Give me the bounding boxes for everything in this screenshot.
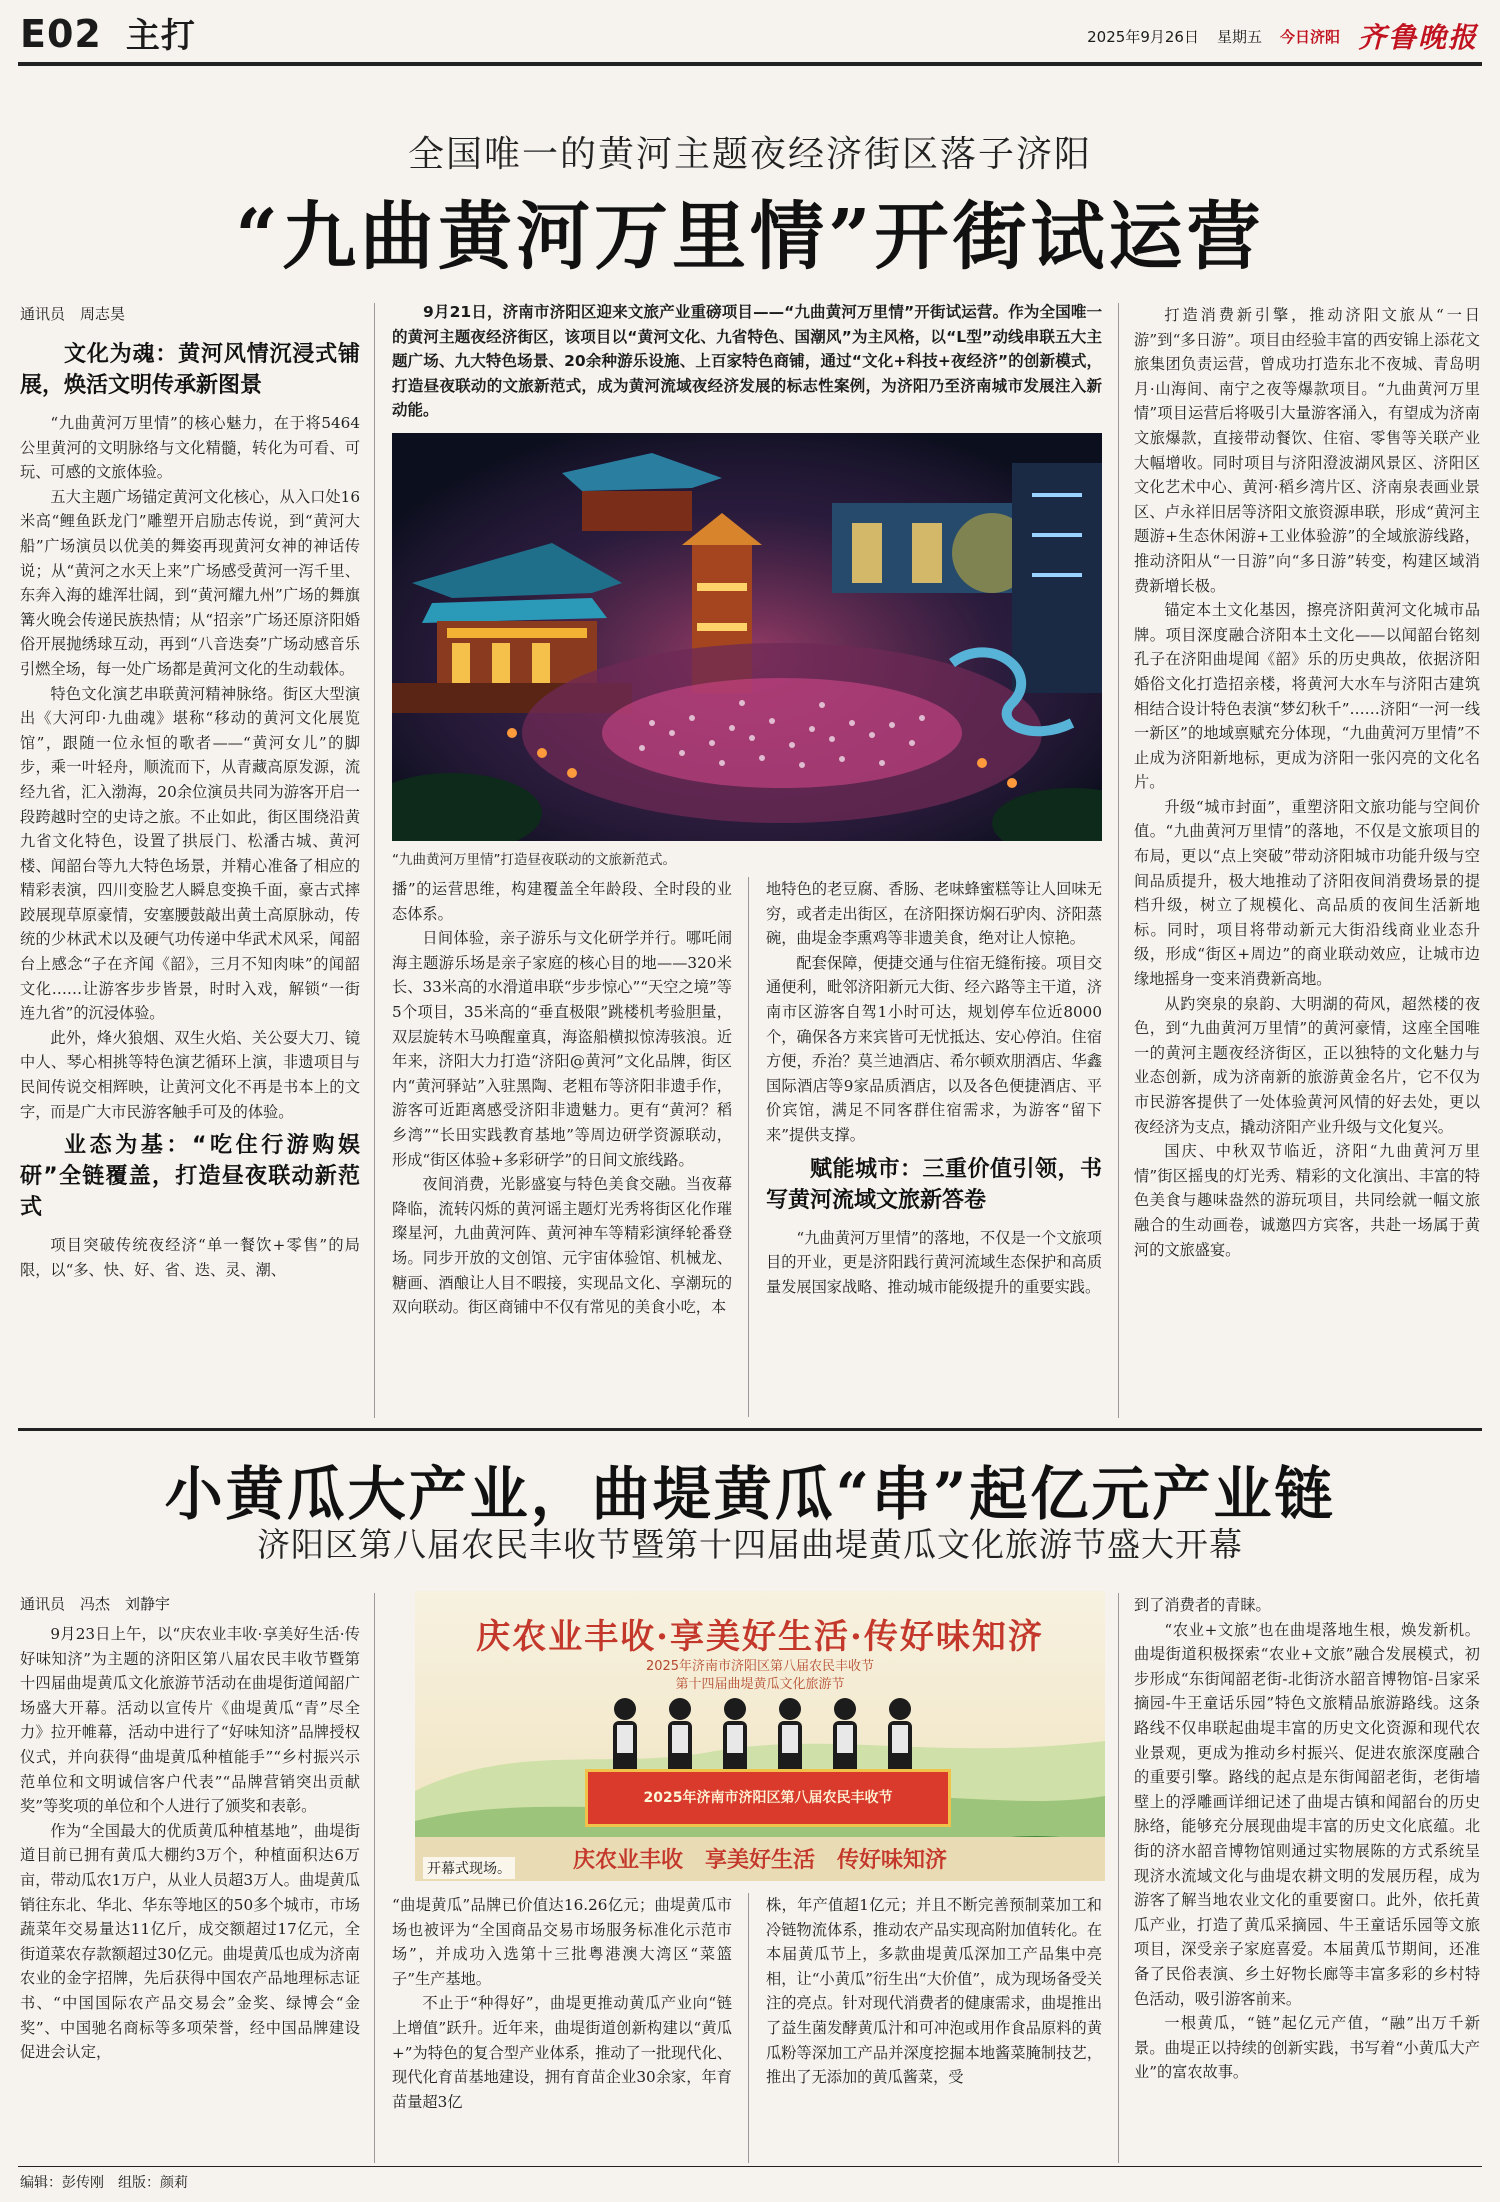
article2-kicker: 济阳区第八届农民丰收节暨第十四届曲堤黄瓜文化旅游节盛大开幕 <box>257 1525 1243 1564</box>
column-divider <box>1118 1593 1119 2163</box>
paragraph: “九曲黄河万里情”的落地，不仅是一个文旅项目的开业，更是济阳践行黄河流域生态保护和高质量发展国家战略、推动城市能级提升的重要实践。 <box>766 1228 1102 1296</box>
ceremony-banner-sub1: 2025年济南市济阳区第八届农民丰收节 <box>645 1659 875 1674</box>
paragraph: 从趵突泉的泉韵、大明湖的荷风，超然楼的夜色，到“九曲黄河万里情”的黄河豪情，这座全国唯一的黄河主题夜经济街区，正以独特的文化魅力与业态创新，成为济南新的旅游黄金名片，它不仅为市民游客提供了一处体验黄河风情的好去处，更以夜经济为支点，撬动济阳产业升级与文化复兴。 <box>1134 994 1480 1136</box>
article1-column-1 <box>20 333 360 1418</box>
issue-date: 2025年9月26日 <box>1087 27 1199 46</box>
article2-headline: 小黄瓜大产业，曲堤黄瓜“串”起亿元产业链 <box>164 1460 1336 1528</box>
column-divider <box>374 303 375 1418</box>
article1-headline: “九曲黄河万里情”开街试运营 <box>235 194 1265 280</box>
article2-byline: 通讯员 冯杰 刘静宇 <box>20 1595 171 1613</box>
paragraph: 作为“全国最大的优质黄瓜种植基地”，曲堤街道目前已拥有黄瓜大棚约3万个，种植面积达6万亩，带动瓜农1万户，从业人员超3万人。曲堤黄瓜销往东北、华北、华东等地区的50多个城市，市场蔬菜年交易量达11亿斤，成交额超过17亿元，全街道菜农存款额超过30亿元。曲堤黄瓜也成为济南农业的金字招牌，先后获得中国农产品地理标志证书、“中国国际农产品交易会”金奖、绿博会“金奖”、中国驰名商标等多项荣誉，经中国品牌建设促进会认定， <box>20 1821 360 2062</box>
ceremony-banner-sub2: 第十四届曲堤黄瓜文化旅游节 <box>675 1677 845 1692</box>
paragraph: 升级“城市封面”，重塑济阳文旅功能与空间价值。“九曲黄河万里情”的落地，不仅是文旅项目的布局，更以“点上突破”带动济阳城市功能升级与空间品质提升，极大地推动了济阳夜间消费场景的提档升级，树立了规模化、高品质的夜间生活新地标。同时，项目将带动新元大街沿线商业业态升级，形成“街区+周边”的商业联动效应，让城市边缘地摇身一变来消费新高地。 <box>1134 797 1480 989</box>
paragraph: 国庆、中秋双节临近，济阳“九曲黄河万里情”街区摇曳的灯光秀、精彩的文化演出、丰富的特色美食与趣味盎然的游玩项目，共同绘就一幅文旅融合的生动画卷，诚邀四方宾客，共赴一场属于黄河的文旅盛宴。 <box>1134 1142 1480 1259</box>
column-divider <box>374 1593 375 2163</box>
column-divider <box>748 1893 749 2163</box>
header-rule <box>18 62 1482 66</box>
page-header-right <box>1087 16 1478 56</box>
article1-lead: 9月21日，济南市济阳区迎来文旅产业重磅项目——“九曲黄河万里情”开街试运营。作为全国唯一的黄河主题夜经济街区，该项目以“黄河文化、九省特色、国潮风”为主风格，以“L型”动线串联五大主题广场、九大特色场景、20余种游乐设施、上百家特色商铺，通过“文化+科技+夜经济”的创新模式，打造昼夜联动的文旅新范式，成为黄河流域夜经济发展的标志性案例，为济阳乃至济南城市发展注入新动能。 <box>392 303 1102 419</box>
paragraph: 五大主题广场锚定黄河文化核心，从入口处16米高“鲤鱼跃龙门”雕塑开启励志传说，到“黄河大船”广场演员以优美的舞姿再现黄河女神的神话传说；从“黄河之水天上来”广场感受黄河一泻千里、东奔入海的雄浑壮阔，到“黄河耀九州”广场的舞旗篝火晚会传递民族热情；从“招亲”广场还原济阳婚俗开展抛绣球互动，再到“八音迭奏”广场动感音乐引燃全场，每一处广场都是黄河文化的生动载体。 <box>20 487 360 678</box>
paragraph: 株，年产值超1亿元；并且不断完善预制菜加工和冷链物流体系，推动农产品实现高附加值转化。在本届黄瓜节上，多款曲堤黄瓜深加工产品集中亮相，让“小黄瓜”衍生出“大价值”，成为现场备受关注的亮点。针对现代消费者的健康需求，曲堤推出了益生菌发酵黄瓜汁和可冲泡或用作食品原料的黄瓜粉等深加工产品并深度挖掘本地酱菜腌制技艺，推出了无添加的黄瓜酱菜，受 <box>766 1896 1102 2087</box>
paragraph: 项目突破传统夜经济“单一餐饮+零售”的局限，以“多、快、好、省、迭、灵、潮、 <box>20 1236 360 1279</box>
paragraph: “九曲黄河万里情”的核心魅力，在于将5464公里黄河的文明脉络与文化精髓，转化为可看、可玩、可感的文旅体验。 <box>20 414 360 482</box>
article-separator <box>18 1428 1482 1431</box>
page-footer-credits: 编辑：彭传刚 组版：颜莉 <box>20 2175 188 2191</box>
paragraph: 夜间消费，光影盛宴与特色美食交融。当夜幕降临，流转闪烁的黄河谣主题灯光秀将街区化作璀璨星河，九曲黄河阵、黄河神车等精彩演绎轮番登场。同步开放的文创馆、元宇宙体验馆、机械龙、糖画、酒酿让人目不暇接，实现品文化、享潮玩的双向联动。街区商铺中不仅有常见的美食小吃，本 <box>392 1175 732 1317</box>
paragraph: 特色文化演艺串联黄河精神脉络。街区大型演出《大河印·九曲魂》堪称“移动的黄河文化展览馆”，跟随一位永恒的歌者——“黄河女儿”的脚步，乘一叶轻舟，顺流而下，从青藏高原发源，流经九省，汇入渤海，20余位演员共同为游客开启一段跨越时空的史诗之旅。不止如此，街区围绕沿黄九省文化特色，设置了拱辰门、松潘古城、黄河楼、闻韶台等九大特色场景，并精心准备了相应的精彩表演，四川变脸艺人瞬息变换千面，豪古式摔跤展现草原豪情，安塞腰鼓敲出黄土高原脉动，传统的少林武术以及硬气功传递中华武术风采，闻韶台上感念“子在齐闻《韶》，三月不知肉味”的闻韶文化……让游客步步皆景，时时入戏，解锁“一街连九省”的沉浸体验。 <box>20 684 360 1023</box>
paragraph: 打造消费新引擎，推动济阳文旅从“一日游”到“多日游”。项目由经验丰富的西安锦上添花文旅集团负责运营，曾成功打造东北不夜城、青岛明月·山海间、南宁之夜等爆款项目。“九曲黄河万里情”项目运营后将吸引大量游客涌入，有望成为济南文旅爆款，直接带动餐饮、住宿、零售等关联产业大幅增收。同时项目与济阳澄波湖风景区、济阳区文化艺术中心、黄河·稻乡湾片区、济南泉表画业景区、卢永祥旧居等济阳文旅资源串联，形成“黄河主题游+生态休闲游+工业体验游”的全域旅游线路，推动济阳从“一日游”向“多日游”转变，构建区域消费新增长极。 <box>1134 306 1480 595</box>
article2-column-3 <box>766 1893 1102 2163</box>
paragraph: 9月23日上午，以“庆农业丰收·享美好生活·传好味知济”为主题的济阳区第八届农民丰收节暨第十四届曲堤黄瓜文化旅游节活动在曲堤街道闻韶广场盛大开幕。活动以宣传片《曲堤黄瓜“青”尽全力》拉开帷幕，活动中进行了“好味知济”品牌授权仪式，并向获得“曲堤黄瓜种植能手”“乡村振兴示范单位和文明诚信客户代表”“品牌营销突出贡献奖”等奖项的单位和个人进行了颁奖和表彰。 <box>20 1625 360 1816</box>
stage-sign-text: 2025年济南市济阳区第八届农民丰收节 <box>643 1790 893 1806</box>
paragraph: 地特色的老豆腐、香肠、老味蜂蜜糕等让人回味无穷，或者走出街区，在济阳探访焖石驴肉、济阳蒸碗，曲堤金李熏鸡等非遗美食，绝对让人惊艳。 <box>766 880 1102 948</box>
article1-subhead-1: 文化为魂：黄河风情沉浸式铺展，焕活文明传承新图景 <box>20 342 360 398</box>
footer-rule <box>18 2166 1482 2167</box>
newspaper-logo: 齐鲁晚报 <box>1357 21 1478 54</box>
article1-subhead-2: 业态为基：“吃住行游购娱研”全链覆盖，打造昼夜联动新范式 <box>20 1133 360 1221</box>
paragraph: 一根黄瓜，“链”起亿元产值，“融”出万千新景。曲堤正以持续的创新实践，书写着“小黄瓜大产业”的富农故事。 <box>1134 2014 1480 2082</box>
article2-photo-caption: 开幕式现场。 <box>423 1857 515 1879</box>
column-divider <box>1118 303 1119 1418</box>
paragraph: 日间体验，亲子游乐与文化研学并行。哪吒闹海主题游乐场是亲子家庭的核心目的地——320米长、33米高的水滑道串联“步步惊心”“天空之境”等5个项目，35米高的“垂直极限”跳楼机考验胆量，双层旋转木马唤醒童真，海盗船横拟惊涛骇浪。近年来，济阳大力打造“济阳@黄河”文化品牌，街区内“黄河驿站”入驻黑陶、老粗布等济阳非遗手作，游客可近距离感受济阳非遗魅力。更有“黄河？稻乡湾”“长田实践教育基地”等周边研学资源联动，形成“街区体验+多彩研学”的日间文旅线路。 <box>392 929 732 1169</box>
edition-name: 今日济阳 <box>1279 27 1340 46</box>
article1-column-2 <box>392 877 732 1417</box>
article2-column-1 <box>20 1622 360 2162</box>
page-header-left <box>20 8 196 57</box>
article2-column-2 <box>392 1893 732 2163</box>
paragraph: 播”的运营思维，构建覆盖全年龄段、全时段的业态体系。 <box>392 880 732 923</box>
paragraph: 此外，烽火狼烟、双生火焰、关公耍大刀、镜中人、琴心相挑等特色演艺循环上演，非遗项目与民间传说交相辉映，让黄河文化不再是书本上的文字，而是广大市民游客触手可及的体验。 <box>20 1028 360 1121</box>
article2-photo-opening-ceremony <box>415 1591 1105 1881</box>
article1-photo-night-street <box>392 433 1102 841</box>
page-code: E02 <box>20 12 102 56</box>
paragraph: “曲堤黄瓜”品牌已价值达16.26亿元；曲堤黄瓜市场也被评为“全国商品交易市场服务标准化示范市场”，并成功入选第十三批粤港澳大湾区“菜篮子”生产基地。 <box>392 1896 732 1988</box>
paragraph: 锚定本土文化基因，擦亮济阳黄河文化城市品牌。项目深度融合济阳本土文化——以闻韶台铭刻孔子在济阳曲堤闻《韶》乐的历史典故，依据济阳婚俗文化打造招亲楼，将黄河大水车与济阳古建筑相结合设计特色表演“梦幻秋千”……济阳“一河一线一新区”的地域禀赋充分体现，“九曲黄河万里情”不止成为济阳新地标，更成为济阳一张闪亮的文化名片。 <box>1134 601 1480 792</box>
paragraph: 到了消费者的青睐。 <box>1134 1596 1271 1614</box>
article1-kicker: 全国唯一的黄河主题夜经济街区落子济阳 <box>407 134 1092 175</box>
ceremony-banner-title: 庆农业丰收·享美好生活·传好味知济 <box>476 1617 1044 1657</box>
article1-subhead-3: 赋能城市：三重价值引领，书写黄河流域文旅新答卷 <box>766 1156 1102 1213</box>
section-name: 主打 <box>125 16 196 56</box>
article1-byline: 通讯员 周志昊 <box>20 305 126 323</box>
issue-weekday: 星期五 <box>1216 27 1262 46</box>
article1-photo-caption: “九曲黄河万里情”打造昼夜联动的文旅新范式。 <box>392 852 676 868</box>
article2-column-4 <box>1134 1593 1480 2163</box>
stage-footer-slogan: 庆农业丰收 享美好生活 传好味知济 <box>572 1847 947 1873</box>
article1-column-4 <box>1134 303 1480 1418</box>
article1-column-3 <box>766 877 1102 1417</box>
stage-podium <box>585 1769 951 1827</box>
paragraph: 不止于“种得好”，曲堤更推动黄瓜产业向“链上增值”跃升。近年来，曲堤街道创新构建以“黄瓜+”为特色的复合型产业体系，推动了一批现代化、现代化育苗基地建设，拥有育苗企业30余家，年育苗量超3亿 <box>392 1994 732 2111</box>
paragraph: “农业+文旅”也在曲堤落地生根，焕发新机。曲堤街道积极探索“农业+文旅”融合发展模式，初步形成“东街闻韶老街-北街济水韶音博物馆-吕家采摘园-牛王童话乐园”特色文旅精品旅游路线。这条路线不仅串联起曲堤丰富的历史文化资源和现代农业景观，更成为推动乡村振兴、促进农旅深度融合的重要引擎。路线的起点是东街闻韶老街，老街墙壁上的浮雕画详细记述了曲堤古镇和闻韶台的历史脉络，能够充分展现曲堤丰富的历史文化底蕴。北街的济水韶音博物馆则通过实物展陈的方式系统呈现济水流域文化与曲堤农耕文明的发展历程，成为游客了解当地农业文化的重要窗口。此外，依托黄瓜产业，打造了黄瓜采摘园、牛王童话乐园等文旅项目，深受亲子家庭喜爱。本届黄瓜节期间，还准备了民俗表演、乡土好物长廊等丰富多彩的乡村特色活动，吸引游客前来。 <box>1134 1620 1480 2008</box>
column-divider <box>748 877 749 1417</box>
paragraph: 配套保障，便捷交通与住宿无缝衔接。项目交通便利，毗邻济阳新元大街、经六路等主干道，济南市区游客自驾1小时可达，规划停车位近8000个，确保各方来宾皆可无忧抵达、安心停泊。住宿方便，乔治？莫兰迪酒店、希尔顿欢朋酒店、华鑫国际酒店等9家品质酒店，以及各色便捷酒店、平价宾馆，满足不同客群住宿需求，为游客“留下来”提供支撑。 <box>766 953 1102 1144</box>
night-street-illustration <box>392 433 1102 841</box>
